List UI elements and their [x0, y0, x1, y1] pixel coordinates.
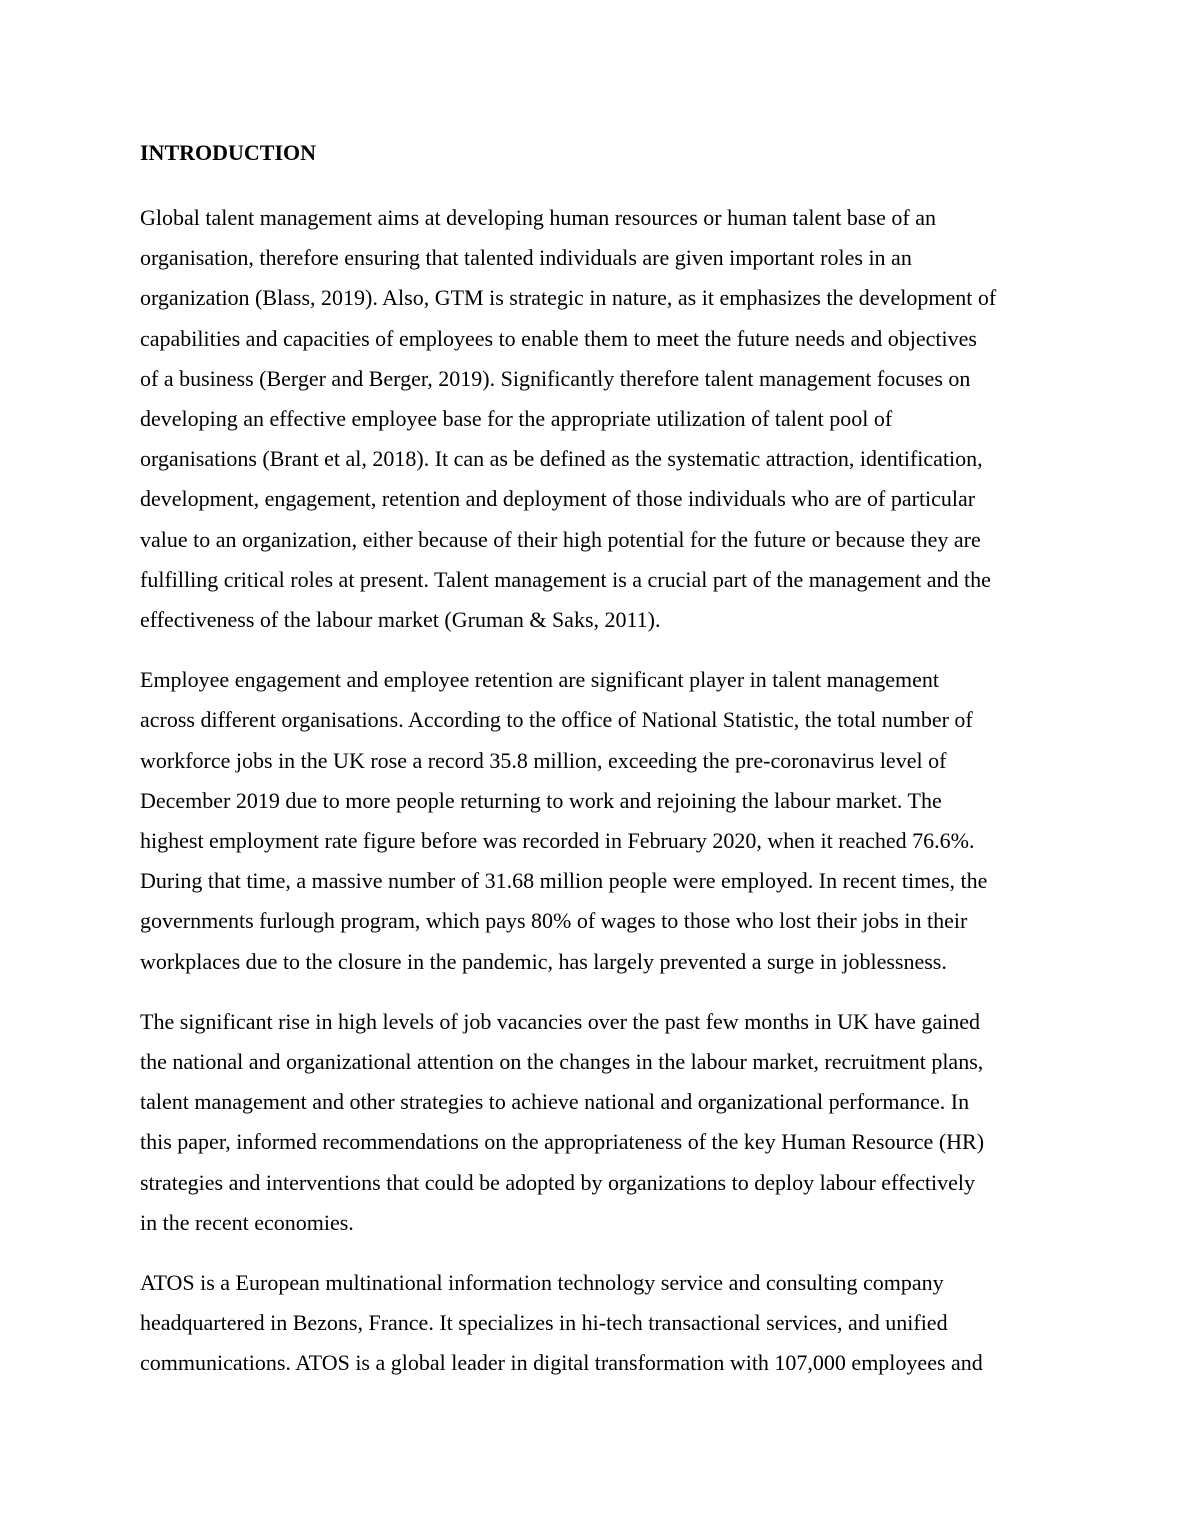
text-line: organisations (Brant et al, 2018). It can as be defined as the systematic attraction, identification,: [140, 446, 983, 472]
paragraph-global-talent-management: [140, 198, 1052, 640]
text-line: Employee engagement and employee retention are significant player in talent management: [140, 667, 940, 693]
paragraph-employee-engagement: [140, 660, 1052, 982]
text-line: communications. ATOS is a global leader in digital transformation with 107,000 employees and: [140, 1350, 983, 1376]
text-line: highest employment rate figure before was recorded in February 2020, when it reached 76.6%.: [140, 828, 975, 854]
text-line: The significant rise in high levels of job vacancies over the past few months in UK have gained: [140, 1008, 981, 1034]
text-line: organization (Blass, 2019). Also, GTM is strategic in nature, as it emphasizes the development of: [140, 285, 997, 311]
text-line: headquartered in Bezons, France. It specializes in hi-tech transactional services, and unified: [140, 1310, 948, 1336]
text-line: December 2019 due to more people returning to work and rejoining the labour market. The: [140, 787, 942, 813]
text-line: the national and organizational attention on the changes in the labour market, recruitment plans,: [140, 1049, 984, 1075]
text-line: workforce jobs in the UK rose a record 35.8 million, exceeding the pre-coronavirus level of: [140, 747, 947, 773]
text-line: this paper, informed recommendations on the appropriateness of the key Human Resource (HR): [140, 1129, 985, 1155]
text-line: of a business (Berger and Berger, 2019). Significantly therefore talent management focuses on: [140, 365, 971, 391]
text-line: value to an organization, either because of their high potential for the future or because they are: [140, 526, 981, 552]
text-line: effectiveness of the labour market (Gruman & Saks, 2011).: [140, 607, 661, 633]
text-line: across different organisations. According to the office of National Statistic, the total number of: [140, 707, 973, 733]
text-line: talent management and other strategies to achieve national and organizational performance. In: [140, 1089, 970, 1115]
text-line: strategies and interventions that could be adopted by organizations to deploy labour effectively: [140, 1169, 975, 1195]
text-line: governments furlough program, which pays 80% of wages to those who lost their jobs in their: [140, 908, 968, 934]
text-line: workplaces due to the closure in the pandemic, has largely prevented a surge in joblessness.: [140, 948, 947, 974]
text-line: in the recent economies.: [140, 1209, 354, 1235]
text-line: Global talent management aims at developing human resources or human talent base of an: [140, 205, 937, 230]
text-line: During that time, a massive number of 31.68 million people were employed. In recent times, the: [140, 868, 988, 894]
paragraph-job-vacancies: [140, 1002, 1052, 1243]
document-body: [140, 138, 1052, 1404]
text-line: fulfilling critical roles at present. Talent management is a crucial part of the management and the: [140, 566, 991, 592]
text-line: capabilities and capacities of employees to enable them to meet the future needs and objectives: [140, 325, 977, 351]
section-heading: INTRODUCTION: [140, 140, 317, 165]
text-line: developing an effective employee base for the appropriate utilization of talent pool of: [140, 406, 893, 432]
paragraph-atos: [140, 1263, 1052, 1384]
text-line: organisation, therefore ensuring that talented individuals are given important roles in an: [140, 245, 912, 271]
text-line: ATOS is a European multinational information technology service and consulting company: [140, 1270, 944, 1296]
text-line: development, engagement, retention and deployment of those individuals who are of particular: [140, 486, 976, 512]
